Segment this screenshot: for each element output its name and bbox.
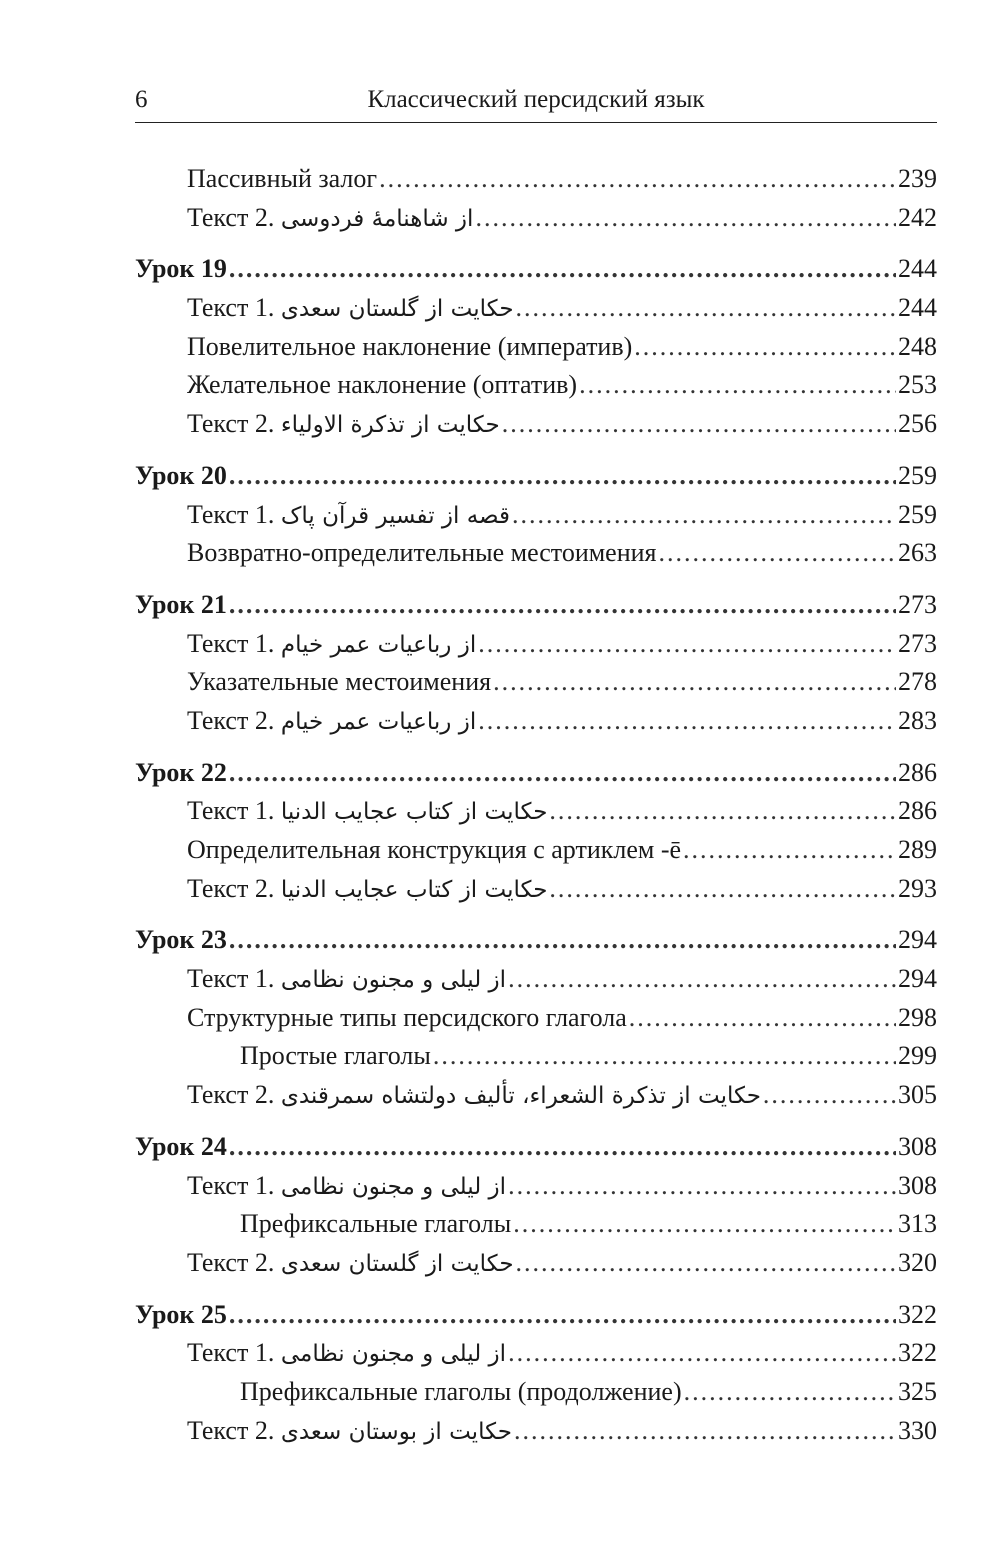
dot-leader xyxy=(508,1334,896,1373)
dot-leader xyxy=(508,1167,896,1206)
dot-leader xyxy=(229,1128,896,1167)
page-number: 6 xyxy=(135,86,148,113)
toc-group xyxy=(135,1296,937,1451)
toc-entry-persian-title: حکایت از تذکرة الاولیاء xyxy=(280,412,500,439)
toc-entry xyxy=(135,199,937,238)
toc-entry-label: Указательные местоимения xyxy=(187,667,492,697)
toc-entry-label: Пассивный залог xyxy=(187,164,378,193)
toc-group xyxy=(135,457,937,573)
toc-entry-title xyxy=(187,663,491,702)
toc-entry-title xyxy=(187,1412,512,1451)
toc-entry-title xyxy=(135,250,227,289)
toc-lesson-entry xyxy=(135,457,937,496)
toc-entry-label: Текст 2. xyxy=(187,1247,275,1277)
toc-page-number: 239 xyxy=(898,164,937,193)
toc-entry-label: Повелительное наклонение (императив) xyxy=(187,331,633,361)
toc-entry xyxy=(135,534,937,573)
toc-entry-title xyxy=(187,496,510,535)
toc-entry-label: Урок 22 xyxy=(135,757,227,787)
dot-leader xyxy=(508,960,896,999)
toc-entry xyxy=(135,1037,937,1076)
dot-leader xyxy=(502,405,896,444)
toc-lesson-entry xyxy=(135,586,937,625)
toc-entry-persian-title: از لیلی و مجنون نظامی xyxy=(280,967,507,994)
toc-entry-title xyxy=(187,199,473,238)
toc-entry-label: Префиксальные глаголы (продолжение) xyxy=(240,1376,682,1406)
toc-entry-persian-title: از رباعیات عمر خیام xyxy=(280,631,477,658)
toc-entry-label: Определительная конструкция с артиклем -ē xyxy=(187,835,682,864)
toc-page-number: 308 xyxy=(898,1131,937,1161)
toc-entry-title xyxy=(187,405,500,444)
toc-entry xyxy=(135,366,937,405)
toc-entry-title xyxy=(135,586,227,625)
toc-entry-title xyxy=(187,534,657,573)
dot-leader xyxy=(634,328,896,367)
dot-leader xyxy=(684,1373,896,1412)
toc-lesson-entry xyxy=(135,921,937,960)
toc-entry-persian-title: حکایت از تذکرة الشعراء، تألیف دولتشاه سمرقندی xyxy=(280,1083,761,1110)
toc-entry-persian-title: حکایت از گلستان سعدی xyxy=(280,296,514,323)
toc-entry-persian-title: از شاهنامهٔ فردوسی xyxy=(280,205,474,232)
toc-entry-label: Возвратно-определительные местоимения xyxy=(187,538,657,568)
dot-leader xyxy=(549,792,896,831)
toc-entry xyxy=(135,1334,937,1373)
dot-leader xyxy=(229,586,896,625)
toc-entry-label: Текст 1. xyxy=(187,628,275,658)
toc-entry-persian-title: از لیلی و مجنون نظامی xyxy=(280,1341,507,1368)
toc-entry-persian-title: قصه از تفسیر قرآن پاک xyxy=(280,502,510,529)
dot-leader xyxy=(229,1296,896,1335)
toc-page-number: 325 xyxy=(898,1376,937,1406)
toc-lesson-entry xyxy=(135,1128,937,1167)
toc-page-number: 259 xyxy=(898,499,937,529)
dot-leader xyxy=(516,289,896,328)
toc-page-number: 294 xyxy=(898,925,937,955)
toc-page-number: 273 xyxy=(898,628,937,658)
toc-entry-title xyxy=(187,366,577,405)
toc-entry-title xyxy=(240,1373,682,1412)
toc-entry-title xyxy=(240,1037,431,1076)
dot-leader xyxy=(433,1037,896,1076)
toc-entry xyxy=(135,625,937,664)
toc-entry-title xyxy=(187,702,476,741)
toc-entry xyxy=(135,870,937,909)
toc-page-number: 299 xyxy=(898,1041,937,1071)
toc-entry-persian-title: حکایت از گلستان سعدی xyxy=(280,1250,514,1277)
toc-entry-label: Текст 2. xyxy=(187,1080,275,1110)
toc-entry-label: Желательное наклонение (оптатив) xyxy=(187,370,578,400)
toc-entry-label: Префиксальные глаголы xyxy=(240,1209,512,1239)
toc-entry-title xyxy=(187,792,547,831)
toc-page-number: 320 xyxy=(898,1247,937,1277)
toc-page-number: 293 xyxy=(898,873,937,903)
toc-page-number: 278 xyxy=(898,667,937,697)
toc-entry-title xyxy=(187,1167,506,1206)
toc-entry-label: Текст 2. xyxy=(187,705,275,735)
toc-group xyxy=(135,921,937,1114)
toc-page-number: 283 xyxy=(898,705,937,735)
dot-leader xyxy=(549,870,896,909)
toc-page-number: 286 xyxy=(898,757,937,787)
toc-entry xyxy=(135,160,937,199)
toc-entry-label: Структурные типы персидского глагола xyxy=(187,1002,627,1032)
dot-leader xyxy=(475,199,896,238)
dot-leader xyxy=(379,160,896,199)
toc-entry xyxy=(135,999,937,1038)
toc-page-number: 308 xyxy=(898,1170,937,1200)
toc-entry-label: Текст 1. xyxy=(187,1338,275,1368)
dot-leader xyxy=(512,496,896,535)
toc-entry xyxy=(135,328,937,367)
toc-entry-label: Текст 2. xyxy=(187,873,275,903)
toc-entry-title xyxy=(187,1244,514,1283)
toc-page-number: 273 xyxy=(898,589,937,619)
toc-entry xyxy=(135,960,937,999)
dot-leader xyxy=(478,625,896,664)
running-title: Классический персидский язык xyxy=(367,86,705,113)
toc-entry-label: Текст 2. xyxy=(187,409,275,439)
toc-entry-title xyxy=(187,870,547,909)
toc-page-number: 286 xyxy=(898,796,937,826)
dot-leader xyxy=(229,921,896,960)
toc-entry xyxy=(135,1244,937,1283)
toc-entry-title xyxy=(135,457,227,496)
toc-entry xyxy=(135,1076,937,1115)
toc-page-number: 242 xyxy=(898,202,937,232)
toc-page-number: 253 xyxy=(898,370,937,400)
toc-entry-persian-title: از رباعیات عمر خیام xyxy=(280,708,477,735)
toc-entry xyxy=(135,289,937,328)
dot-leader xyxy=(516,1244,896,1283)
toc-entry-title xyxy=(187,625,476,664)
toc-entry-label: Текст 1. xyxy=(187,499,275,529)
toc-page-number: 248 xyxy=(898,331,937,361)
dot-leader xyxy=(659,534,896,573)
toc-entry-title xyxy=(135,921,227,960)
toc-page-number: 289 xyxy=(898,835,937,864)
toc-entry-title xyxy=(187,289,514,328)
dot-leader xyxy=(493,663,896,702)
dot-leader xyxy=(763,1076,896,1115)
toc-entry-persian-title: از لیلی و مجنون نظامی xyxy=(280,1173,507,1200)
toc-entry-label: Урок 25 xyxy=(135,1299,227,1329)
toc-entry xyxy=(135,1167,937,1206)
toc-entry xyxy=(135,405,937,444)
toc-entry-title xyxy=(135,1128,227,1167)
toc-entry xyxy=(135,496,937,535)
toc-entry xyxy=(135,792,937,831)
dot-leader xyxy=(683,831,896,870)
toc-entry-persian-title: حکایت از کتاب عجایب الدنیا xyxy=(280,876,548,903)
toc-entry-label: Текст 1. xyxy=(187,964,275,994)
toc-page-number: 305 xyxy=(898,1080,937,1110)
toc-group xyxy=(135,586,937,741)
toc-page-number: 330 xyxy=(898,1415,937,1445)
toc-entry xyxy=(135,831,937,870)
toc-entry xyxy=(135,1373,937,1412)
toc-entry-title xyxy=(135,754,227,793)
toc-entry-title xyxy=(240,1205,511,1244)
toc-entry-persian-title: حکایت از بوستان سعدی xyxy=(280,1418,513,1445)
toc-entry xyxy=(135,1205,937,1244)
toc-entry xyxy=(135,663,937,702)
toc-entry-title xyxy=(187,1076,761,1115)
dot-leader xyxy=(513,1205,896,1244)
toc-page-number: 298 xyxy=(898,1002,937,1032)
toc-entry-label: Урок 20 xyxy=(135,460,227,490)
toc-entry-title xyxy=(135,1296,227,1335)
toc-lesson-entry xyxy=(135,754,937,793)
toc-page-number: 259 xyxy=(898,460,937,490)
toc-group xyxy=(135,160,937,237)
toc-entry-title xyxy=(187,831,681,870)
dot-leader xyxy=(629,999,896,1038)
toc-lesson-entry xyxy=(135,1296,937,1335)
toc-page-number: 244 xyxy=(898,293,937,323)
toc-entry-label: Текст 1. xyxy=(187,796,275,826)
dot-leader xyxy=(229,457,896,496)
toc-entry-label: Урок 21 xyxy=(135,589,227,619)
toc-group xyxy=(135,1128,937,1283)
toc-entry-label: Урок 19 xyxy=(135,254,227,284)
dot-leader xyxy=(579,366,896,405)
toc-entry-title xyxy=(187,328,632,367)
toc-entry-title xyxy=(187,999,627,1038)
toc-entry xyxy=(135,702,937,741)
toc-page-number: 256 xyxy=(898,409,937,439)
page-header xyxy=(135,86,937,123)
toc-entry-title xyxy=(187,160,377,199)
toc-entry-label: Текст 2. xyxy=(187,202,275,232)
table-of-contents xyxy=(135,160,937,1450)
toc-entry-label: Простые глаголы xyxy=(240,1041,431,1071)
toc-entry-label: Текст 2. xyxy=(187,1415,275,1445)
toc-page-number: 263 xyxy=(898,538,937,568)
dot-leader xyxy=(229,754,896,793)
dot-leader xyxy=(514,1412,896,1451)
toc-entry-title xyxy=(187,960,506,999)
toc-lesson-entry xyxy=(135,250,937,289)
toc-entry-label: Урок 24 xyxy=(135,1131,227,1161)
toc-entry-persian-title: حکایت از کتاب عجایب الدنیا xyxy=(280,799,548,826)
toc-entry xyxy=(135,1412,937,1451)
toc-group xyxy=(135,250,937,443)
toc-page-number: 322 xyxy=(898,1338,937,1368)
toc-entry-label: Текст 1. xyxy=(187,293,275,323)
dot-leader xyxy=(478,702,896,741)
dot-leader xyxy=(229,250,896,289)
toc-entry-label: Текст 1. xyxy=(187,1170,275,1200)
toc-page-number: 244 xyxy=(898,254,937,284)
toc-page-number: 322 xyxy=(898,1299,937,1329)
toc-entry-title xyxy=(187,1334,506,1373)
toc-entry-label: Урок 23 xyxy=(135,925,227,955)
toc-page-number: 294 xyxy=(898,964,937,994)
toc-group xyxy=(135,754,937,909)
toc-page-number: 313 xyxy=(898,1209,937,1239)
